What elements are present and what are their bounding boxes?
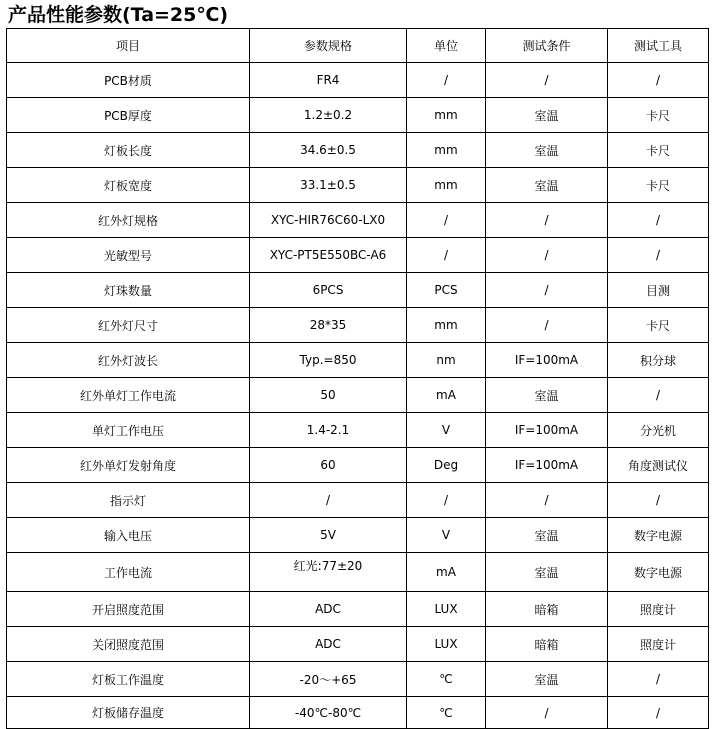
cell-unit: mA	[407, 378, 486, 413]
table-row	[7, 592, 709, 627]
cell-test-tool: 积分球	[608, 343, 709, 378]
spec-table	[6, 28, 709, 729]
cell-item: 灯板储存温度	[7, 697, 250, 729]
header-test-tool: 测试工具	[608, 29, 709, 63]
cell-unit: V	[407, 413, 486, 448]
cell-test-condition: 室温	[486, 662, 608, 697]
cell-spec: 红光:77±20	[250, 553, 407, 592]
cell-item: 灯珠数量	[7, 273, 250, 308]
cell-item: 灯板工作温度	[7, 662, 250, 697]
cell-item: 单灯工作电压	[7, 413, 250, 448]
table-row	[7, 203, 709, 238]
cell-unit: ℃	[407, 697, 486, 729]
cell-test-condition: 室温	[486, 518, 608, 553]
cell-item: 开启照度范围	[7, 592, 250, 627]
cell-test-condition: 室温	[486, 98, 608, 133]
cell-test-tool: /	[608, 63, 709, 98]
page-title: 产品性能参数(Ta=25℃)	[8, 4, 229, 26]
cell-test-condition: IF=100mA	[486, 343, 608, 378]
table-row	[7, 553, 709, 592]
cell-test-tool: /	[608, 203, 709, 238]
cell-spec: 60	[250, 448, 407, 483]
table-row	[7, 378, 709, 413]
cell-spec: 1.4-2.1	[250, 413, 407, 448]
table-row	[7, 697, 709, 729]
table-row	[7, 168, 709, 203]
cell-item: 工作电流	[7, 553, 250, 592]
cell-test-tool: /	[608, 662, 709, 697]
cell-test-condition: /	[486, 273, 608, 308]
cell-item: 灯板宽度	[7, 168, 250, 203]
cell-unit: mm	[407, 308, 486, 343]
table-row	[7, 483, 709, 518]
cell-spec: XYC-HIR76C60-LX0	[250, 203, 407, 238]
header-spec: 参数规格	[250, 29, 407, 63]
cell-item: PCB厚度	[7, 98, 250, 133]
cell-unit: /	[407, 63, 486, 98]
cell-spec: 6PCS	[250, 273, 407, 308]
cell-test-condition: /	[486, 63, 608, 98]
cell-item: 红外单灯工作电流	[7, 378, 250, 413]
cell-unit: mm	[407, 168, 486, 203]
cell-test-tool: 数字电源	[608, 518, 709, 553]
table-row	[7, 308, 709, 343]
cell-test-tool: /	[608, 697, 709, 729]
cell-item: 关闭照度范围	[7, 627, 250, 662]
cell-test-condition: 室温	[486, 378, 608, 413]
cell-test-tool: 卡尺	[608, 168, 709, 203]
table-row	[7, 627, 709, 662]
table-row	[7, 413, 709, 448]
cell-unit: /	[407, 238, 486, 273]
cell-item: 红外灯规格	[7, 203, 250, 238]
cell-test-condition: /	[486, 238, 608, 273]
cell-spec: 34.6±0.5	[250, 133, 407, 168]
cell-test-condition: IF=100mA	[486, 413, 608, 448]
cell-item: 指示灯	[7, 483, 250, 518]
cell-spec: 33.1±0.5	[250, 168, 407, 203]
table-row	[7, 238, 709, 273]
cell-unit: /	[407, 203, 486, 238]
cell-unit: /	[407, 483, 486, 518]
cell-test-tool: 照度计	[608, 592, 709, 627]
cell-test-tool: 分光机	[608, 413, 709, 448]
cell-test-condition: /	[486, 308, 608, 343]
cell-unit: V	[407, 518, 486, 553]
cell-test-tool: 数字电源	[608, 553, 709, 592]
header-test-condition: 测试条件	[486, 29, 608, 63]
cell-test-condition: 室温	[486, 553, 608, 592]
cell-test-condition: 室温	[486, 133, 608, 168]
cell-spec: ADC	[250, 592, 407, 627]
cell-test-condition: /	[486, 203, 608, 238]
cell-test-condition: IF=100mA	[486, 448, 608, 483]
cell-item: 红外单灯发射角度	[7, 448, 250, 483]
cell-test-tool: 卡尺	[608, 308, 709, 343]
cell-spec: -40℃-80℃	[250, 697, 407, 729]
cell-item: 红外灯尺寸	[7, 308, 250, 343]
cell-test-tool: /	[608, 238, 709, 273]
table-row	[7, 343, 709, 378]
cell-test-tool: 目测	[608, 273, 709, 308]
header-unit: 单位	[407, 29, 486, 63]
cell-test-condition: /	[486, 697, 608, 729]
cell-spec: /	[250, 483, 407, 518]
cell-test-condition: 暗箱	[486, 627, 608, 662]
cell-test-condition: 室温	[486, 168, 608, 203]
cell-test-tool: 角度测试仪	[608, 448, 709, 483]
table-body	[7, 63, 709, 729]
cell-spec: 28*35	[250, 308, 407, 343]
cell-unit: ℃	[407, 662, 486, 697]
cell-test-tool: 卡尺	[608, 133, 709, 168]
cell-spec: -20～+65	[250, 662, 407, 697]
cell-spec: 5V	[250, 518, 407, 553]
cell-spec: ADC	[250, 627, 407, 662]
cell-item: 输入电压	[7, 518, 250, 553]
cell-test-tool: /	[608, 483, 709, 518]
cell-test-tool: /	[608, 378, 709, 413]
cell-unit: mm	[407, 98, 486, 133]
table-row	[7, 98, 709, 133]
table-header-row	[7, 29, 709, 63]
table-row	[7, 662, 709, 697]
cell-spec: FR4	[250, 63, 407, 98]
cell-test-condition: /	[486, 483, 608, 518]
cell-spec: 50	[250, 378, 407, 413]
table-row	[7, 273, 709, 308]
cell-test-tool: 卡尺	[608, 98, 709, 133]
cell-unit: LUX	[407, 592, 486, 627]
table-row	[7, 518, 709, 553]
cell-unit: LUX	[407, 627, 486, 662]
cell-unit: PCS	[407, 273, 486, 308]
cell-test-condition: 暗箱	[486, 592, 608, 627]
cell-item: 红外灯波长	[7, 343, 250, 378]
table-row	[7, 448, 709, 483]
table-row	[7, 63, 709, 98]
header-item: 项目	[7, 29, 250, 63]
cell-unit: mA	[407, 553, 486, 592]
cell-item: 光敏型号	[7, 238, 250, 273]
cell-spec: XYC-PT5E550BC-A6	[250, 238, 407, 273]
cell-test-tool: 照度计	[608, 627, 709, 662]
cell-spec: 1.2±0.2	[250, 98, 407, 133]
cell-unit: nm	[407, 343, 486, 378]
cell-item: PCB材质	[7, 63, 250, 98]
cell-unit: mm	[407, 133, 486, 168]
table-row	[7, 133, 709, 168]
cell-unit: Deg	[407, 448, 486, 483]
cell-item: 灯板长度	[7, 133, 250, 168]
cell-spec: Typ.=850	[250, 343, 407, 378]
